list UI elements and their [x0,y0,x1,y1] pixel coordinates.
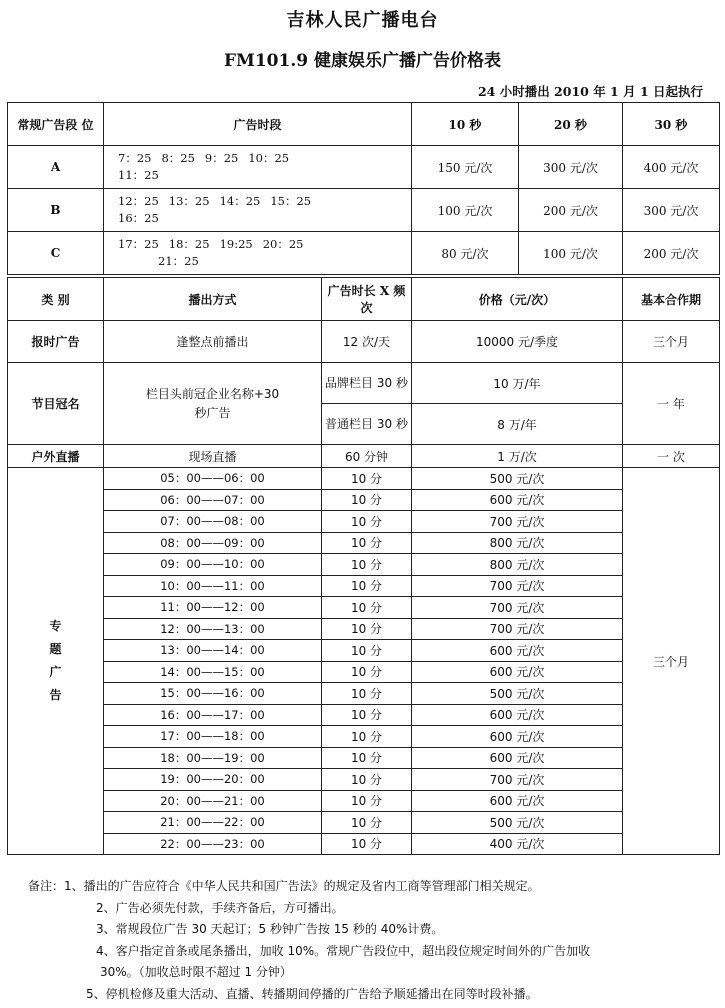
special-ads-table [7,277,720,855]
price: 800 元/次 [412,554,623,576]
duration: 10 分 [322,704,412,726]
frequency: 60 分钟 [322,445,412,468]
time-slot: 8：25 [161,151,195,165]
price: 600 元/次 [412,726,623,748]
period: 一 年 [623,363,720,445]
price: 500 元/次 [412,683,623,705]
regular-schedule-table [7,102,720,275]
header-10s: 10 秒 [412,103,519,146]
outdoor-live-row [8,445,720,468]
broadcast-method: 逢整点前播出 [104,321,322,363]
time-slot: 07：00——08：00 [104,511,322,533]
category-label: 节目冠名 [8,363,104,445]
time-slots [104,232,412,275]
price: 700 元/次 [412,769,623,791]
topic-ad-row [8,790,720,812]
remark-1: 备注：1、播出的广告应符合《中华人民共和国广告法》的规定及省内工商等管理部门相关规定。 [28,879,540,893]
category-char: 题 [49,642,62,656]
duration: 10 分 [322,683,412,705]
duration: 10 分 [322,468,412,490]
duration: 10 分 [322,597,412,619]
topic-ad-row [8,833,720,855]
title-sponsor-row [8,363,720,404]
topic-ad-row [8,597,720,619]
price: 600 元/次 [412,704,623,726]
price-30s: 400 元/次 [623,146,720,189]
topic-ad-row [8,468,720,490]
schedule-row-c [8,232,720,275]
topic-ad-row [8,683,720,705]
time-slot: 09：00——10：00 [104,554,322,576]
time-slot: 13：25 [168,194,210,208]
duration: 10 分 [322,532,412,554]
duration: 10 分 [322,640,412,662]
header-category: 类 别 [8,278,104,321]
time-slot: 12：25 [118,194,159,208]
time-slot: 19:25 [219,237,253,251]
header-time-slots: 广告时段 [104,103,412,146]
duration: 10 分 [322,726,412,748]
time-slot: 05：00——06：00 [104,468,322,490]
topic-ad-row [8,554,720,576]
time-slot: 18：25 [168,237,210,251]
time-slot: 17：00——18：00 [104,726,322,748]
price: 700 元/次 [412,511,623,533]
category-label [8,468,104,855]
remark-3: 3、常规段位广告 30 天起订；5 秒钟广告按 15 秒的 40%计费。 [96,922,444,936]
topic-ad-row [8,618,720,640]
topic-ad-row [8,575,720,597]
header-duration-frequency: 广告时长 X 频次 [322,278,412,321]
price: 1 万/次 [412,445,623,468]
duration: 10 分 [322,489,412,511]
topic-ad-row [8,726,720,748]
topic-ad-row [8,704,720,726]
price: 600 元/次 [412,790,623,812]
header-grade: 常规广告段 位 [8,103,104,146]
header-20s: 20 秒 [519,103,623,146]
remark-4-continued: 30%。（加收总时限不超过 1 分钟） [100,965,292,979]
time-slots [104,146,412,189]
duration: 10 分 [322,618,412,640]
price-30s: 300 元/次 [623,189,720,232]
price: 700 元/次 [412,597,623,619]
price: 400 元/次 [412,833,623,855]
remark-4: 4、客户指定首条或尾条播出，加收 10%。常规广告段位中，超出段位规定时间外的广告加收 [96,943,591,958]
grade-label: A [8,146,104,189]
price: 600 元/次 [412,747,623,769]
category-label: 户外直播 [8,445,104,468]
station-name: 吉林人民广播电台 [286,10,439,31]
special-header-row [8,278,720,321]
time-slot: 14：00——15：00 [104,661,322,683]
period: 一 次 [623,445,720,468]
schedule-header-row [8,103,720,146]
time-slot: 11：25 [118,168,159,182]
duration: 10 分 [322,812,412,834]
price-30s: 200 元/次 [623,232,720,275]
price: 10000 元/季度 [412,321,623,363]
topic-ad-row [8,489,720,511]
time-slot: 08：00——09：00 [104,532,322,554]
category-char: 专 [49,619,62,633]
document-title: FM101.9 健康娱乐广播广告价格表 [223,51,502,71]
header-method: 播出方式 [104,278,322,321]
schedule-row-a [8,146,720,189]
time-slot: 15：00——16：00 [104,683,322,705]
time-slot: 11：00——12：00 [104,597,322,619]
topic-ad-row [8,640,720,662]
hourly-ad-row [8,321,720,363]
frequency: 12 次/天 [322,321,412,363]
price: 600 元/次 [412,661,623,683]
topic-ad-row [8,812,720,834]
price-10s: 80 元/次 [412,232,519,275]
normal-column-duration: 普通栏目 30 秒 [322,404,412,445]
price: 700 元/次 [412,575,623,597]
price: 600 元/次 [412,489,623,511]
time-slot: 12：00——13：00 [104,618,322,640]
broadcast-method: 现场直播 [104,445,322,468]
time-slot: 16：25 [118,211,159,225]
time-slot: 9：25 [204,151,239,165]
time-slot: 10：25 [248,151,290,165]
duration: 10 分 [322,661,412,683]
time-slots [104,189,412,232]
time-slot: 18：00——19：00 [104,747,322,769]
time-slot: 19：00——20：00 [104,769,322,791]
category-char: 告 [49,688,62,702]
schedule-row-b [8,189,720,232]
time-slot: 21：25 [158,254,199,268]
header-price: 价格（元/次） [412,278,623,321]
time-slot: 13：00——14：00 [104,640,322,662]
header-30s: 30 秒 [623,103,720,146]
price-20s: 100 元/次 [519,232,623,275]
time-slot: 21：00——22：00 [104,812,322,834]
topic-ad-row [8,747,720,769]
grade-label: B [8,189,104,232]
price-10s: 150 元/次 [412,146,519,189]
topic-ad-row [8,661,720,683]
price-10s: 100 元/次 [412,189,519,232]
brand-column-duration: 品牌栏目 30 秒 [322,363,412,404]
time-slot: 20：00——21：00 [104,790,322,812]
brand-column-price: 10 万/年 [412,363,623,404]
period: 三个月 [623,468,720,855]
duration: 10 分 [322,511,412,533]
duration: 10 分 [322,833,412,855]
time-slot: 20：25 [262,237,304,251]
remark-2: 2、广告必须先付款，手续齐备后，方可播出。 [96,900,344,915]
price: 500 元/次 [412,812,623,834]
header-cooperation-period: 基本合作期 [623,278,720,321]
time-slot: 17：25 [118,237,159,251]
topic-ads-section [8,468,720,855]
time-slot: 7：25 [118,151,152,165]
price-20s: 200 元/次 [519,189,623,232]
period: 三个月 [623,321,720,363]
broadcast-method: 栏目头前冠企业名称+30 秒广告 [104,363,322,445]
time-slot: 10：00——11：00 [104,575,322,597]
topic-ad-row [8,769,720,791]
price: 700 元/次 [412,618,623,640]
topic-ad-row [8,532,720,554]
category-char: 广 [49,665,62,679]
duration: 10 分 [322,554,412,576]
normal-column-price: 8 万/年 [412,404,623,445]
time-slot: 06：00——07：00 [104,489,322,511]
topic-ad-row [8,511,720,533]
duration: 10 分 [322,575,412,597]
time-slot: 16：00——17：00 [104,704,322,726]
remark-5: 5、停机检修及重大活动、直播、转播期间停播的广告给予顺延播出在同等时段补播。 [86,986,538,1001]
duration: 10 分 [322,747,412,769]
time-slot: 14：25 [219,194,261,208]
time-slot: 15：25 [270,194,312,208]
price: 800 元/次 [412,532,623,554]
broadcast-effective-note: 24 小时播出 2010 年 1 月 1 日起执行 [477,84,703,99]
remarks [28,876,708,1005]
duration: 10 分 [322,769,412,791]
grade-label: C [8,232,104,275]
price: 500 元/次 [412,468,623,490]
price: 600 元/次 [412,640,623,662]
duration: 10 分 [322,790,412,812]
time-slot: 22：00——23：00 [104,833,322,855]
category-label: 报时广告 [8,321,104,363]
price-20s: 300 元/次 [519,146,623,189]
